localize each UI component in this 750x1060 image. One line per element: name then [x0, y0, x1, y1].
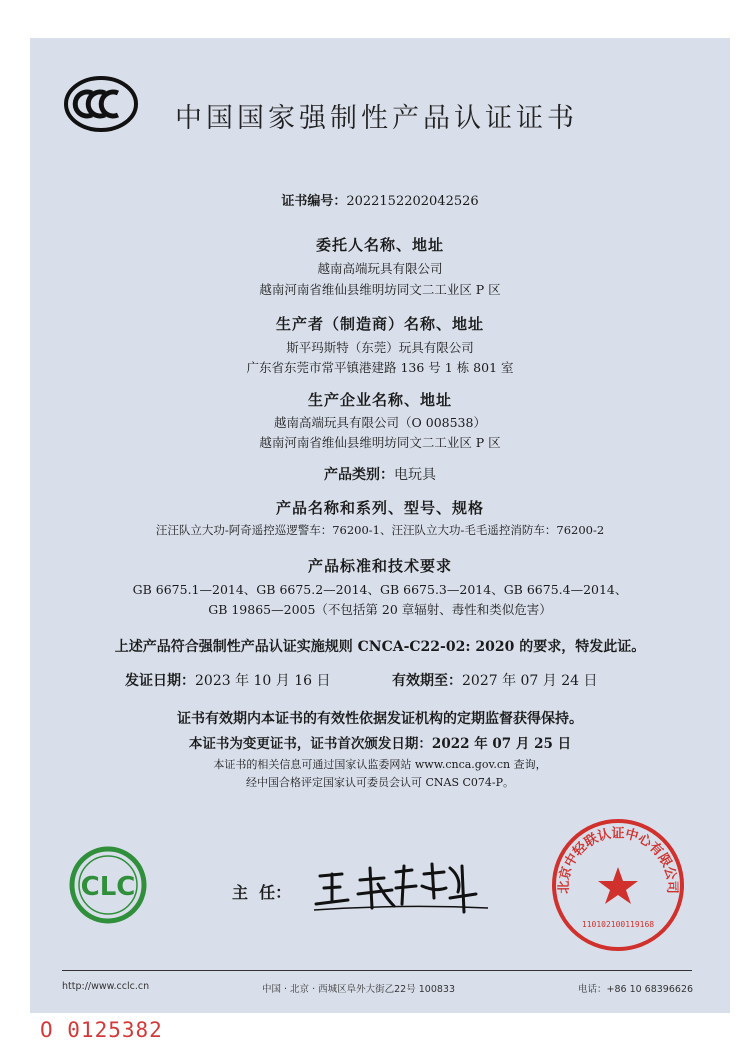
- cert-number-label: 证书编号：: [281, 194, 347, 209]
- category-value: 电玩具: [394, 467, 436, 483]
- director-label: 主 任：: [232, 883, 292, 902]
- red-seal-icon: [548, 815, 688, 955]
- client-heading: 委托人名称、地址: [315, 236, 444, 254]
- product-heading: 产品名称和系列、型号、规格: [275, 499, 484, 517]
- cert-number-value: 2022152202042526: [346, 194, 479, 209]
- director-signature: [312, 858, 492, 918]
- category-label: 产品类别：: [324, 467, 394, 483]
- footer-address: 中国 · 北京 · 西城区阜外大街乙22号 100833: [262, 984, 455, 995]
- query-note-line-2: 经中国合格评定国家认可委员会认可 CNAS C074-P。: [245, 776, 515, 789]
- expiry-date-value: 2027 年 07 月 24 日: [462, 673, 598, 689]
- product-models: 汪汪队立大功-阿奇遥控巡逻警车：76200-1、汪汪队立大功-毛毛遥控消防车：76200-2: [155, 523, 605, 537]
- expiry-date-label: 有效期至：: [392, 673, 462, 689]
- manufacturer-address: 广东省东莞市常平镇港建路 136 号 1 栋 801 室: [246, 360, 514, 375]
- standards-line-1: GB 6675.1—2014、GB 6675.2—2014、GB 6675.3—2014、GB 6675.4—2014、: [132, 582, 628, 597]
- footer-phone: 电话：+86 10 68396626: [578, 984, 694, 995]
- svg-text:北京中轻联认证中心有限公司: 北京中轻联认证中心有限公司: [556, 826, 680, 894]
- certificate-title: 中国国家强制性产品认证证书: [175, 103, 578, 134]
- conformity-statement: 上述产品符合强制性产品认证实施规则 CNCA-C22-02: 2020 的要求，特发此证。: [114, 639, 646, 655]
- footer-divider: [62, 970, 692, 971]
- standards-line-2: GB 19865—2005（不包括第 20 章辐射、毒性和类似危害）: [208, 602, 552, 617]
- validity-note: 证书有效期内本证书的有效性依据发证机构的定期监督获得保持。: [177, 711, 583, 727]
- clc-logo-icon: [68, 845, 148, 925]
- ccc-logo-icon: [64, 75, 138, 133]
- issue-date: [125, 670, 331, 690]
- manufacturer-heading: 生产者（制造商）名称、地址: [275, 315, 484, 333]
- svg-text:110102100119168: 110102100119168: [581, 920, 655, 929]
- standards-heading: 产品标准和技术要求: [307, 557, 452, 575]
- cert-number-line: [30, 190, 730, 209]
- query-note-line-1: 本证书的相关信息可通过国家认监委网站 www.cnca.gov.cn 查询，: [213, 758, 547, 771]
- issue-date-value: 2023 年 10 月 16 日: [195, 673, 331, 689]
- manufacturer-name: 斯平玛斯特（东莞）玩具有限公司: [286, 340, 474, 355]
- factory-name: 越南高端玩具有限公司（O 008538）: [274, 415, 486, 430]
- category-line: [30, 464, 730, 484]
- client-name: 越南高端玩具有限公司: [317, 261, 443, 276]
- client-address: 越南河南省维仙县维明坊同文二工业区 P 区: [259, 282, 501, 297]
- issue-date-label: 发证日期：: [125, 673, 195, 689]
- svg-text:CLC: CLC: [80, 872, 136, 902]
- serial-number: O 0125382: [40, 1018, 163, 1042]
- factory-address: 越南河南省维仙县维明坊同文二工业区 P 区: [259, 435, 501, 450]
- footer-url[interactable]: http://www.cclc.cn: [62, 981, 150, 992]
- expiry-date: [392, 670, 598, 690]
- factory-heading: 生产企业名称、地址: [307, 391, 452, 409]
- change-note: 本证书为变更证书，证书首次颁发日期：2022 年 07 月 25 日: [188, 736, 572, 752]
